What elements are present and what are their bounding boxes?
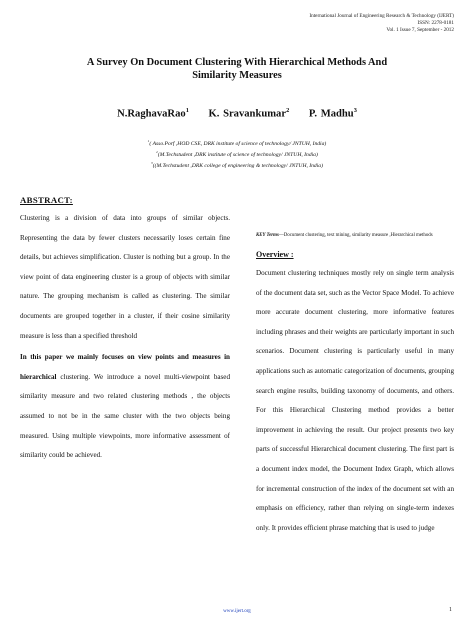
footer-url[interactable]: www.ijert.org: [223, 609, 251, 614]
affiliation-text: (M.Techstudent ,DRK institute of science of technology/ JNTUH, India): [157, 151, 318, 158]
author-sup: 3: [353, 107, 357, 114]
paper-title: [0, 56, 474, 82]
author-sup: 2: [286, 107, 290, 114]
abstract-paragraph-2: [20, 348, 230, 466]
affiliation-text: ( Asso.Porf ,HOD CSE, DRK institute of science of technology/ JNTUH, India): [149, 140, 327, 147]
abstract-emphasis: In this paper we mainly focuses on view points and measures in hierarchical: [20, 353, 230, 381]
author-name: P. Madhu: [308, 108, 354, 120]
journal-volume: Vol. 1 Issue 7, September - 2012: [386, 27, 454, 33]
title-line-1: A Survey On Document Clustering With Hierarchical Methods And: [86, 57, 388, 68]
abstract-text: clustering. We introduce a novel multi-viewpoint based similarity measure and two related clustering methods , the objects assumed to not be in the same cluster with the two objects being measured. Using multiple viewpoints, more informative assessment of similarity could be achieved.: [20, 372, 230, 460]
abstract-paragraph: Clustering is a division of data into groups of similar objects. Representing the data by fewer clusters necessarily loses certain fine details, but achieves simplification. Cluster is nothing but a group. In the view point of data engineering cluster is a group of objects with similar nature. The grouping mechanism is called as clustering. The similar documents are grouped together in a cluster, if their cosine similarity measure is less than a specified threshold: [20, 214, 230, 340]
affiliation-text: ((M.Techstudent ,DRK college of engineering & technology/ JNTUH, India): [152, 162, 323, 169]
affiliation-sup: 2: [156, 149, 158, 154]
keywords: [256, 229, 454, 242]
journal-issn: ISSN: 2278-0181: [417, 20, 454, 26]
author-list: [0, 107, 474, 120]
author-name: N.RaghavaRao: [117, 108, 186, 120]
keywords-text: —Document clustering, text mining, similarity measure ,Hierarchical methods: [278, 233, 433, 238]
author-sup: 1: [185, 107, 189, 114]
affiliation-sup: 1: [147, 139, 150, 143]
affiliation: [0, 159, 474, 170]
overview-heading: Overview :: [256, 250, 294, 259]
affiliation-list: [0, 137, 474, 170]
journal-header: [309, 13, 454, 34]
overview-paragraph: Document clustering techniques mostly rely on single term analysis of the document data set, such as the Vector Space Model. To achieve more accurate document clustering, more informative features including phrases and their weights are particularly important in such scenarios. Document clustering is particularly useful in many applications such as automatic categorization of documents, grouping search engine results, building taxonomy of documents, and others. For this Hierarchical Clustering method provides a better improvement in achieving the result. Our project presents two key parts of successful Hierarchical document clustering. The first part is a document index model, the Document Index Graph, which allows for incremental construction of the index of the document set with an emphasis on efficiency, rather than relying on single-term indexes only. It provides efficient phrase matching that is used to judge: [256, 269, 454, 532]
abstract-heading: ABSTRACT:: [20, 195, 73, 205]
page-number: 1: [449, 607, 452, 613]
affiliation: [0, 148, 474, 159]
journal-name: International Journal of Engineering Research & Technology (IJERT): [309, 13, 454, 19]
left-column: [20, 209, 230, 466]
author-name: K. Sravankumar: [208, 108, 287, 120]
keywords-label: KEY Terms: [256, 233, 279, 238]
affiliation: [0, 137, 474, 148]
affiliation-sup: 3: [151, 160, 153, 165]
right-column: [256, 209, 454, 538]
title-line-2: Similarity Measures: [192, 70, 282, 81]
